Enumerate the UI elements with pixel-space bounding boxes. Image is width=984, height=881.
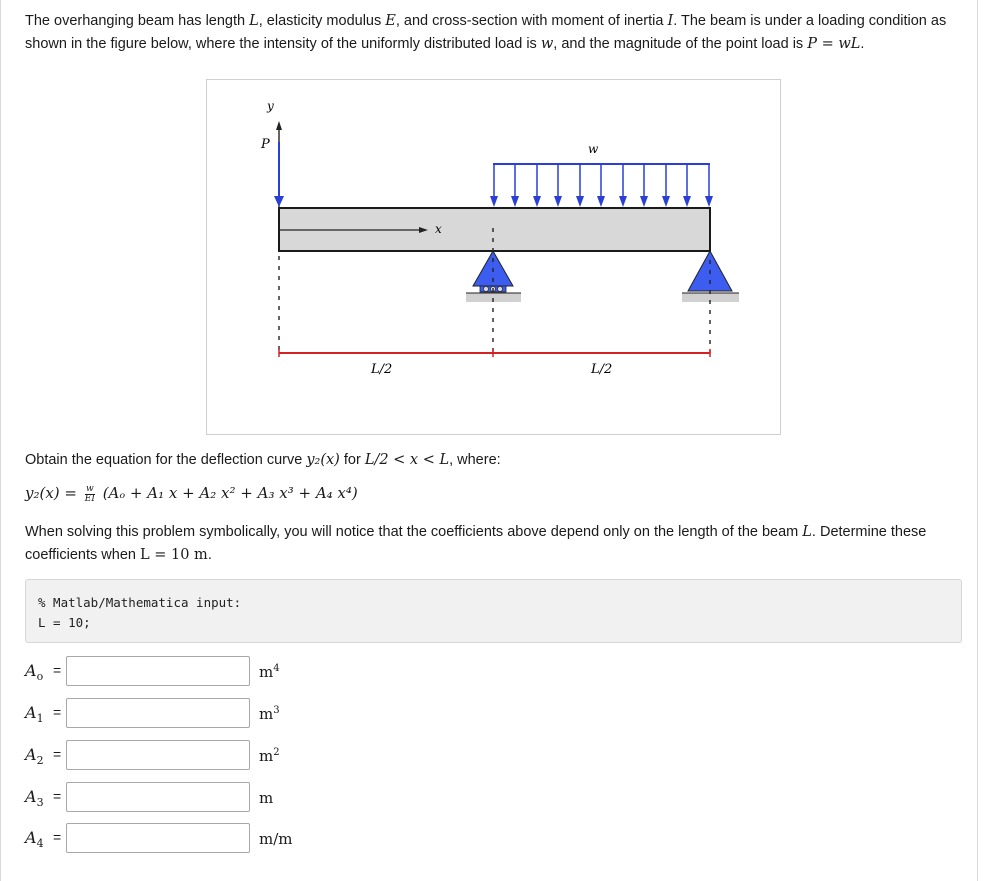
answer-unit-a3: m: [259, 789, 274, 807]
answer-row-a1: [25, 698, 345, 728]
answer-label-a4: $A_4$: [25, 828, 44, 851]
intro-text-4: . The beam is under a loading condition as shown in the figure below, where the intensity of the uniformly distributed load is: [25, 13, 947, 52]
symbol-I: I: [667, 13, 674, 29]
equation-fraction: [85, 485, 95, 504]
point-load-arrowhead: [274, 196, 284, 207]
note-text-1: When solving this problem symbolically, you will notice that the coefficients above depend only on the length of the beam: [25, 524, 803, 540]
question-text-3: , where:: [449, 452, 501, 468]
code-line-2: L = 10;: [38, 615, 91, 630]
deflection-equation: [25, 484, 358, 504]
answer-unit-a0: $m^4$: [259, 663, 280, 681]
fraction-denominator: EI: [84, 493, 95, 504]
answer-input-a3[interactable]: [66, 782, 250, 812]
point-load-label: P: [261, 137, 270, 152]
answer-row-a2: [25, 740, 345, 770]
distributed-load-arrows: [490, 164, 713, 207]
answer-row-a4: [25, 823, 345, 853]
intro-text-1: The overhanging beam has length: [25, 13, 250, 29]
code-line-1: % Matlab/Mathematica input:: [38, 595, 242, 610]
point-load-equation: P = wL: [807, 36, 861, 52]
equals-sign: =: [53, 704, 62, 720]
question-text-2: for: [339, 452, 365, 468]
answer-unit-a2: $m^2$: [259, 747, 280, 765]
x-axis-label: x: [435, 222, 442, 236]
answer-label-a2: $A_2$: [25, 745, 44, 768]
answer-input-a2[interactable]: [66, 740, 250, 770]
problem-statement: [25, 10, 955, 56]
dimension-label-left: L/2: [371, 362, 393, 377]
answer-unit-a1: $m^3$: [259, 705, 280, 723]
equals-sign: =: [53, 746, 62, 762]
symbol-L: L: [249, 13, 259, 29]
answer-row-a0: [25, 656, 345, 686]
question-text: [25, 449, 955, 472]
answer-label-a1: $A_1$: [25, 703, 44, 726]
answer-unit-a4: m/m: [259, 830, 293, 848]
symbol-E: E: [385, 13, 396, 29]
y-axis-arrowhead: [276, 121, 282, 130]
answer-label-a3: $A_3$: [25, 787, 44, 810]
answer-input-a0[interactable]: [66, 656, 250, 686]
intro-text-5: , and the magnitude of the point load is: [553, 36, 808, 52]
answer-input-a1[interactable]: [66, 698, 250, 728]
note-length-value: L = 10 m: [140, 547, 208, 563]
equals-sign: =: [53, 788, 62, 804]
distributed-load-label: w: [588, 142, 599, 156]
intro-text-2: , elasticity modulus: [258, 13, 386, 29]
fraction-numerator: w: [85, 483, 94, 494]
note-text: [25, 521, 955, 567]
intro-text-6: .: [860, 36, 865, 52]
equation-lhs: y₂(x) =: [25, 484, 77, 502]
equals-sign: =: [53, 662, 62, 678]
question-text-1: Obtain the equation for the deflection curve: [25, 452, 307, 468]
intro-text-3: , and cross-section with moment of inertia: [395, 13, 668, 29]
equals-sign: =: [53, 829, 62, 845]
beam-diagram: [207, 80, 782, 436]
y-axis-label: y: [267, 99, 274, 113]
pin-support: [682, 251, 739, 302]
dimension-label-right: L/2: [591, 362, 613, 377]
answer-label-a0: $A_o$: [25, 661, 44, 684]
deflection-symbol: y₂(x): [306, 452, 340, 468]
answer-row-a3: [25, 782, 345, 812]
equation-rhs: (Aₒ + A₁ x + A₂ x² + A₃ x³ + A₄ x⁴): [102, 484, 358, 502]
beam-figure: [206, 79, 781, 435]
symbol-w: w: [540, 36, 554, 52]
answer-input-a4[interactable]: [66, 823, 250, 853]
note-text-2: . Determine these coefficients when: [25, 524, 927, 563]
note-symbol-L: L: [802, 524, 812, 540]
note-text-3: .: [207, 547, 212, 563]
code-block: [25, 579, 962, 643]
domain-range: L/2 < x < L: [364, 452, 450, 468]
